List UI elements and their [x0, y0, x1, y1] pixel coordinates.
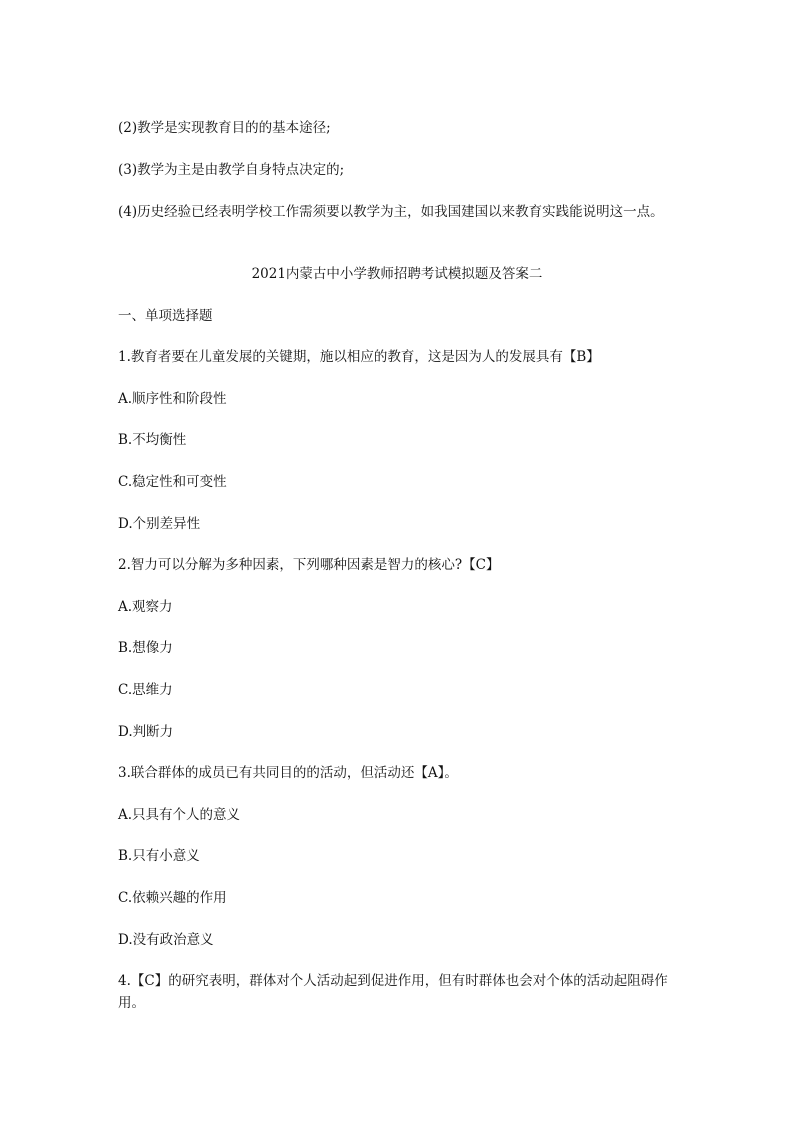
question-option: A.顺序性和阶段性: [118, 391, 227, 407]
question-option: D.没有政治意义: [118, 932, 214, 948]
question-option: C.依赖兴趣的作用: [118, 890, 227, 906]
intro-point: (4)历史经验已经表明学校工作需须要以教学为主，如我国建国以来教育实践能说明这一点。: [118, 204, 664, 220]
question-option: B.不均衡性: [118, 432, 187, 448]
question-option: C.稳定性和可变性: [118, 474, 227, 490]
question-stem: 4.【C】的研究表明，群体对个人活动起到促进作用，但有时群体也会对个体的活动起阻碍作用。: [118, 973, 668, 1011]
question-stem: 1.教育者要在儿童发展的关键期，施以相应的教育，这是因为人的发展具有【B】: [118, 349, 600, 365]
question-option: D.个别差异性: [118, 516, 201, 532]
section-title: 2021内蒙古中小学教师招聘考试模拟题及答案二: [251, 266, 543, 282]
intro-point: (2)教学是实现教育目的的基本途径;: [118, 120, 331, 136]
question-option: C.思维力: [118, 682, 173, 698]
question-option: B.只有小意义: [118, 848, 200, 864]
question-option: B.想像力: [118, 640, 173, 656]
question-option: A.只具有个人的意义: [118, 807, 241, 823]
question-option: D.判断力: [118, 724, 174, 740]
question-stem: 3.联合群体的成员已有共同目的的活动，但活动还【A】。: [118, 765, 458, 781]
question-option: A.观察力: [118, 599, 173, 615]
intro-point: (3)教学为主是由教学自身特点决定的;: [118, 162, 345, 178]
part-heading: 一、单项选择题: [118, 308, 213, 324]
question-stem: 2.智力可以分解为多种因素，下列哪种因素是智力的核心?【C】: [118, 557, 500, 573]
